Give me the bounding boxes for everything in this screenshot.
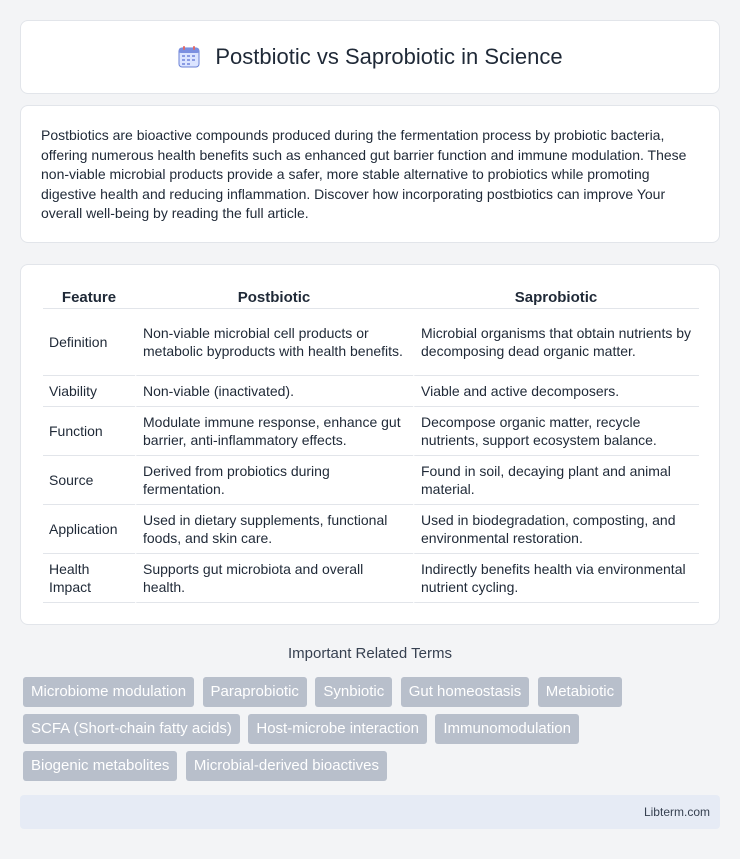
feature-cell: Health Impact <box>43 554 135 603</box>
table-row <box>43 456 699 505</box>
related-terms-title: Important Related Terms <box>288 645 452 662</box>
feature-cell: Viability <box>43 376 135 407</box>
related-term-tag[interactable]: Biogenic metabolites <box>23 751 177 781</box>
column-header-postbiotic: Postbiotic <box>135 285 413 309</box>
related-term-tag[interactable]: SCFA (Short-chain fatty acids) <box>23 714 240 744</box>
calendar-icon <box>177 45 201 69</box>
page-title: Postbiotic vs Saprobiotic in Science <box>215 44 563 69</box>
table-row <box>43 554 699 603</box>
related-term-tag[interactable]: Immunomodulation <box>435 714 579 744</box>
table-row <box>43 309 699 376</box>
feature-cell: Function <box>43 407 135 456</box>
postbiotic-cell: Non-viable microbial cell products or metabolic byproducts with health benefits. <box>135 309 413 376</box>
column-header-feature: Feature <box>43 285 135 309</box>
postbiotic-cell: Derived from probiotics during fermentation. <box>135 456 413 505</box>
footer-site-link[interactable]: Libterm.com <box>643 805 710 819</box>
related-term-tag[interactable]: Paraprobiotic <box>203 677 307 707</box>
saprobiotic-cell: Found in soil, decaying plant and animal material. <box>413 456 699 505</box>
postbiotic-cell: Used in dietary supplements, functional foods, and skin care. <box>135 505 413 554</box>
saprobiotic-cell: Used in biodegradation, composting, and environmental restoration. <box>413 505 699 554</box>
table-row <box>43 376 699 407</box>
feature-cell: Source <box>43 456 135 505</box>
postbiotic-cell: Modulate immune response, enhance gut barrier, anti-inflammatory effects. <box>135 407 413 456</box>
related-term-tag[interactable]: Gut homeostasis <box>401 677 530 707</box>
table-header-row <box>43 285 699 309</box>
saprobiotic-cell: Viable and active decomposers. <box>413 376 699 407</box>
comparison-table-card <box>20 264 720 625</box>
intro-card <box>20 105 720 243</box>
column-header-saprobiotic: Saprobiotic <box>413 285 699 309</box>
related-term-tag[interactable]: Synbiotic <box>315 677 392 707</box>
intro-text: Postbiotics are bioactive compounds produced during the fermentation process by probiotic bacteria, offering numerous health benefits such as enhanced gut barrier function and immune modulation. These non-viable microbial products provide a safer, more stable alternative to probiotics while promoting digestive health and reducing inflammation. Discover how incorporating postbiotics can improve Your overall well-being by reading the full article. <box>41 127 687 221</box>
footer <box>20 795 720 829</box>
related-term-tag[interactable]: Microbiome modulation <box>23 677 194 707</box>
postbiotic-cell: Non-viable (inactivated). <box>135 376 413 407</box>
feature-cell: Application <box>43 505 135 554</box>
saprobiotic-cell: Indirectly benefits health via environmental nutrient cycling. <box>413 554 699 603</box>
related-term-tag[interactable]: Host-microbe interaction <box>248 714 427 744</box>
postbiotic-cell: Supports gut microbiota and overall health. <box>135 554 413 603</box>
related-terms-list <box>23 677 723 788</box>
related-term-tag[interactable]: Metabiotic <box>538 677 622 707</box>
saprobiotic-cell: Microbial organisms that obtain nutrients by decomposing dead organic matter. <box>413 309 699 376</box>
saprobiotic-cell: Decompose organic matter, recycle nutrients, support ecosystem balance. <box>413 407 699 456</box>
header-card <box>20 20 720 94</box>
comparison-table <box>43 285 699 603</box>
feature-cell: Definition <box>43 309 135 376</box>
table-row <box>43 407 699 456</box>
related-term-tag[interactable]: Microbial-derived bioactives <box>186 751 387 781</box>
table-row <box>43 505 699 554</box>
